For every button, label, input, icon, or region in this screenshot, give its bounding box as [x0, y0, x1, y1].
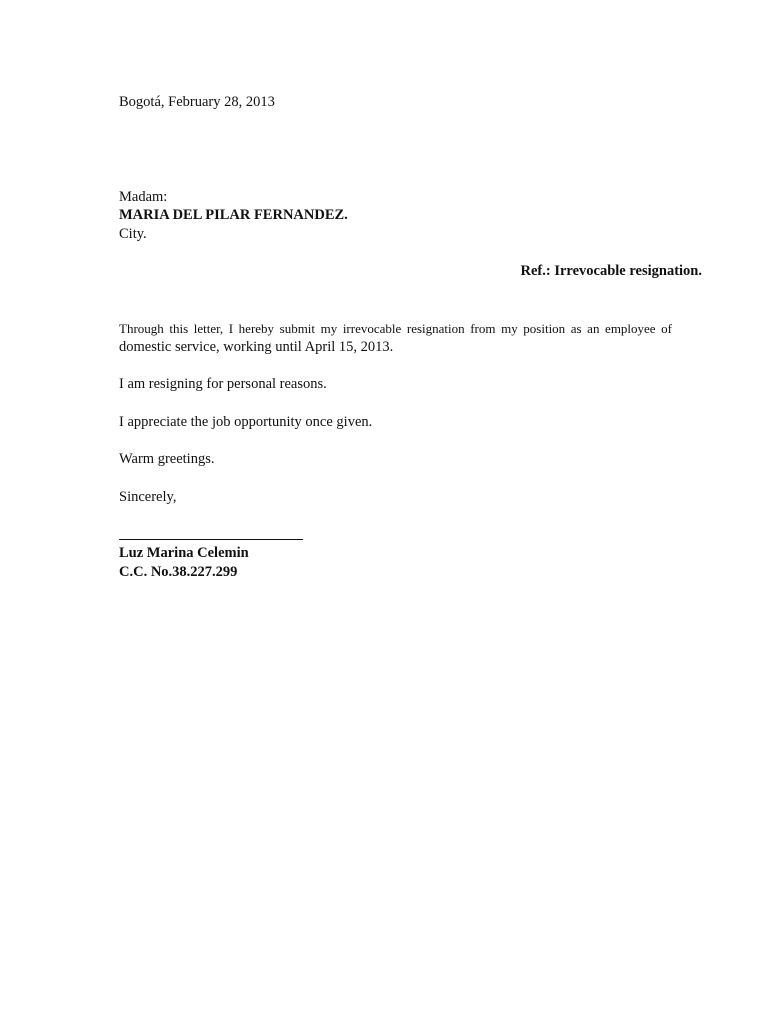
letter-date: Bogotá, February 28, 2013: [119, 94, 275, 110]
closing-line: Sincerely,: [119, 489, 177, 505]
signer-name: Luz Marina Celemin: [119, 545, 249, 561]
signature-line: [119, 539, 303, 540]
greeting-paragraph: Warm greetings.: [119, 451, 215, 467]
reason-paragraph: I am resigning for personal reasons.: [119, 376, 327, 392]
reference-line: Ref.: Irrevocable resignation.: [520, 263, 702, 279]
body-paragraph: [119, 319, 672, 357]
recipient-city: City.: [119, 226, 147, 242]
appreciation-paragraph: I appreciate the job opportunity once given.: [119, 414, 373, 430]
body-paragraph-line-1: Through this letter, I hereby submit my irrevocable resignation from my position as an employee of: [119, 321, 672, 336]
signer-id: C.C. No.38.227.299: [119, 564, 238, 580]
salutation: Madam:: [119, 189, 168, 205]
body-paragraph-line-2: domestic service, working until April 15, 2013.: [119, 339, 394, 355]
recipient-name: MARIA DEL PILAR FERNANDEZ.: [119, 207, 348, 223]
